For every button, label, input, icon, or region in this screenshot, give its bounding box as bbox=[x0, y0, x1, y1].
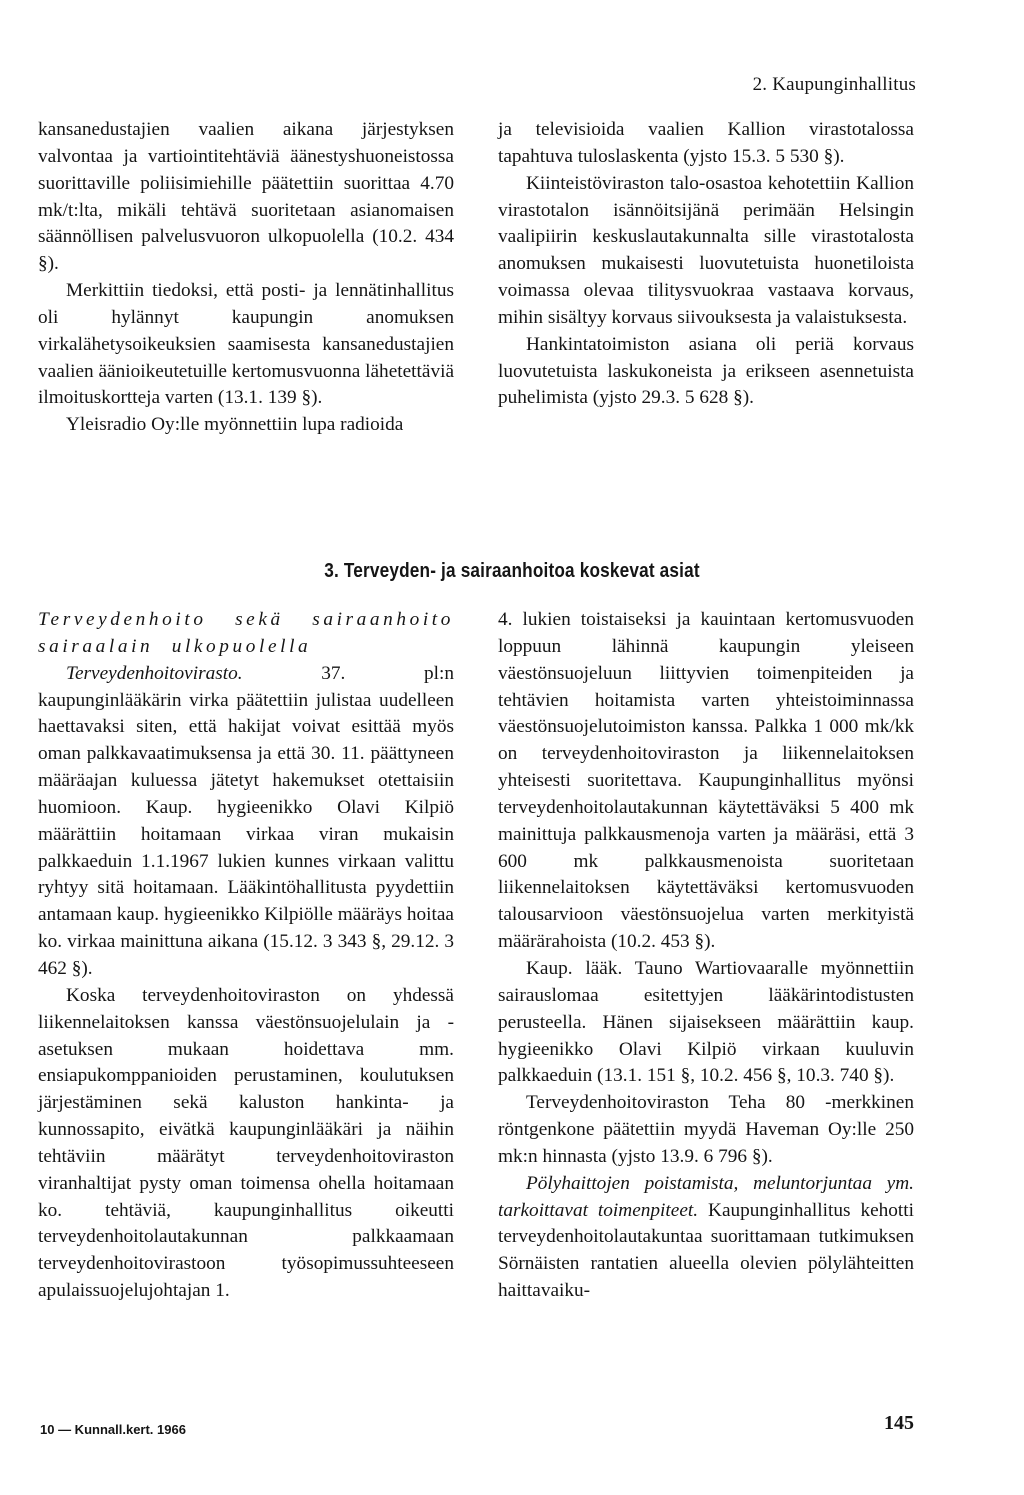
section-heading: 3. Terveyden- ja sairaanhoitoa koskevat asiat bbox=[324, 560, 700, 582]
paragraph: ja televisioida vaalien Kallion virastotalossa tapahtuva tuloslaskenta (yjsto 15.3. 5 530 §). bbox=[498, 119, 914, 167]
paragraph-body: Kaupunginhallitus kehotti terveydenhoitolautakuntaa suorittamaan tutkimuksen Sörnäisten rantatien alueella olevien pölylähteitten haittavaiku- bbox=[498, 1199, 914, 1302]
bottom-right-column bbox=[498, 607, 914, 1305]
page-number: 145 bbox=[884, 1412, 914, 1434]
paragraph-lead: Terveydenhoitovirasto. bbox=[66, 662, 243, 684]
paragraph: Kiinteistöviraston talo-osastoa kehotettiin Kallion virastotalon isännöitsijänä perimään Helsingin vaalipiirin keskuslautakunnalta sille virastotalosta anomuksen mukaisesti luovutetuista huonetiloista voimassa olevaa tilitysvuokraa vastaava korvaus, mihin sisältyy korvaus siivouksesta ja valaistuksesta. bbox=[498, 172, 914, 328]
subsection-title: Terveydenhoito sekä sairaanhoito sairaalain ulkopuolella bbox=[38, 609, 454, 657]
paragraph: 4. lukien toistaiseksi ja kauintaan kertomusvuoden loppuun lähinnä kaupungin yleiseen väestönsuojeluun liittyvien toimenpiteiden ja tehtävien hoitamista varten yhteistoiminnassa väestönsuojelutoimiston kanssa. Palkka 1 000 mk/kk on terveydenhoitoviraston ja liikennelaitoksen yhteisesti suoritettava. Kaupunginhallitus myönsi terveydenhoitolautakunnan käytettäväksi 5 400 mk mainittuja palkkausmenoja varten ja määräsi, että 3 600 mk palkkausmenoista suoritetaan liikennelaitoksen käytettäväksi kertomusvuoden talousarvioon väestönsuojelua varten merkityistä määrärahoista (10.2. 453 §). bbox=[498, 609, 914, 953]
paragraph bbox=[498, 1171, 914, 1305]
paragraph: kansanedustajien vaalien aikana järjestyksen valvontaa ja vartiointitehtäviä äänestyshuoneistossa suorittaville poliisimiehille päätettiin suorittaa 4.70 mk/t:lta, mikäli tehtävä suoritetaan asianomaisen säännöllisen palvelusvuoron ulkopuolella (10.2. 434 §). bbox=[38, 119, 454, 275]
paragraph: Koska terveydenhoitoviraston on yhdessä liikennelaitoksen kanssa väestönsuojelulain ja -asetuksen mukaan hoidettava mm. ensiapukomppanioiden perustaminen, koulutuksen järjestäminen sekä kaluston hankinta- ja kunnossapito, eivätkä kaupunginlääkäri ja näihin tehtäviin määrätyt terveydenhoitoviraston viranhaltijat pysty oman toimensa ohella hoitamaan ko. tehtäviä, kaupunginhallitus oikeutti terveydenhoitolautakunnan palkkaamaan terveydenhoitovirastoon työsopimussuhteeseen apulaissuojelujohtajan 1. bbox=[38, 984, 454, 1302]
top-right-column bbox=[498, 117, 914, 412]
paragraph: Kaup. lääk. Tauno Wartiovaaralle myönnettiin sairauslomaa esitettyjen lääkärintodistusten perusteella. Hänen sijaisekseen määrättiin kaup. hygieenikko Olavi Kilpiö virkaan kuuluvin palkkaeduin (13.1. 151 §, 10.2. 456 §, 10.3. 740 §). bbox=[498, 957, 914, 1087]
paragraph: Merkittiin tiedoksi, että posti- ja lennätinhallitus oli hylännyt kaupungin anomuksen virkalähetysoikeuksien saamisesta kansanedustajien vaalien äänioikeutetuille kertomusvuonna lähetettäviä ilmoituskortteja varten (13.1. 139 §). bbox=[38, 280, 454, 409]
paragraph: Terveydenhoitoviraston Teha 80 -merkkinen röntgenkone päätettiin myydä Haveman Oy:lle 250 mk:n hinnasta (yjsto 13.9. 6 796 §). bbox=[498, 1092, 914, 1167]
paragraph-body: 37. pl:n kaupunginlääkärin virka päätettiin julistaa uudelleen haettavaksi siten, että hakijat voivat esittää myös oman palkkavaatimuksensa ja että 30. 11. päättyneen määräajan kuluessa jätetyt hakemukset otettaisiin huomioon. Kaup. hygieenikko Olavi Kilpiö määrättiin hoitamaan virkaa viran mukaisin palkkaeduin 1.1.1967 lukien kunnes virkaan valittu ryhtyy sitä hoitamaan. Lääkintöhallitusta pyydettiin antamaan kaup. hygieenikko Kilpiölle määräys hoitaa ko. virkaa mainittuna aikana (15.12. 3 343 §, 29.12. 3 462 §). bbox=[38, 662, 454, 979]
paragraph: Hankintatoimiston asiana oli periä korvaus luovutetuista laskukoneista ja erikseen asennetuista puhelimista (yjsto 29.3. 5 628 §). bbox=[498, 333, 914, 409]
paragraph: Yleisradio Oy:lle myönnettiin lupa radioida bbox=[66, 414, 404, 436]
paragraph-lead: Pölyhaittojen poistamista, meluntorjuntaa ym. tarkoittavat toimenpiteet. bbox=[498, 1172, 914, 1221]
bottom-left-column bbox=[38, 607, 454, 1305]
top-left-column bbox=[38, 117, 454, 439]
running-header: 2. Kaupunginhallitus bbox=[752, 74, 916, 95]
footer-volume-label: 10 — Kunnall.kert. 1966 bbox=[40, 1422, 186, 1437]
paragraph bbox=[38, 661, 454, 983]
